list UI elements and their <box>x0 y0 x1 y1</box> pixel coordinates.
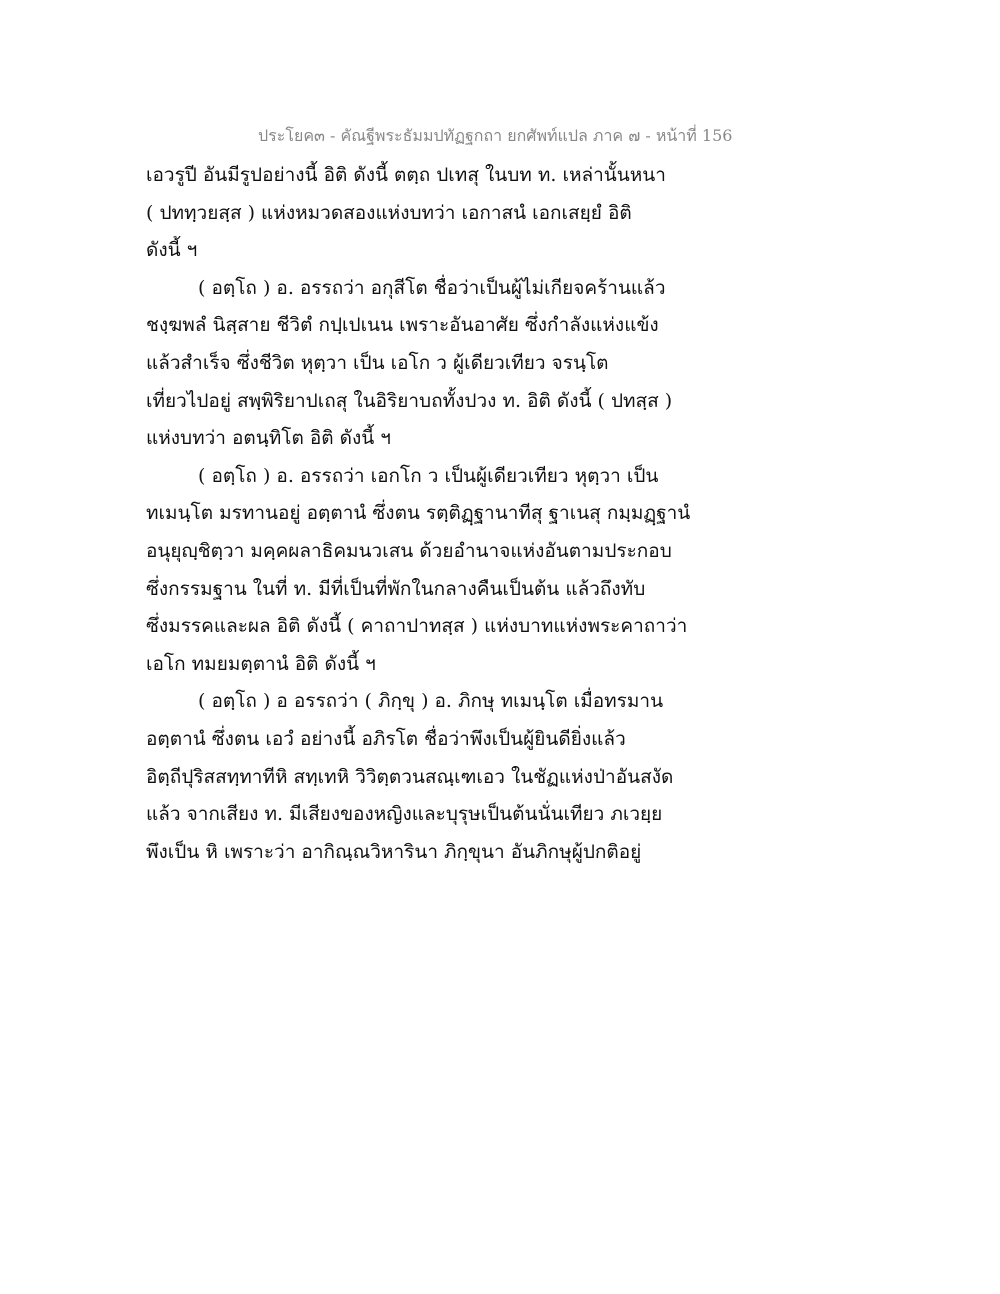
paragraph-start-line: ( อตฺโถ ) อ. อรรถว่า เอกโก ว เป็นผู้เดียวเทียว หุตฺวา เป็น <box>198 464 659 487</box>
paragraph-start-line: ( อตฺโถ ) อ. อรรถว่า อกุสีโต ชื่อว่าเป็นผู้ไม่เกียจคร้านแล้ว <box>198 276 666 299</box>
text-line: แล้ว จากเสียง ท. มีเสียงของหญิงและบุรุษเป็นต้นนั่นเทียว ภเวยฺย <box>146 803 663 826</box>
text-line: ทเมนฺโต มรทานอยู่ อตฺตานํ ซึ่งตน รตฺติฏฺฐานาทีสุ ฐาเนสุ กมฺมฏฺฐานํ <box>146 502 691 525</box>
text-line: เที่ยวไปอยู่ สพฺพิริยาปเถสุ ในอิริยาบถทั้งปวง ท. อิติ ดังนี้ ( ปทสฺส ) <box>146 389 673 412</box>
text-line: พึงเป็น หิ เพราะว่า อากิณฺณวิหารินา ภิกฺขุนา อันภิกษุผู้ปกติอยู่ <box>146 840 642 863</box>
text-line: ( ปททฺวยสฺส ) แห่งหมวดสองแห่งบทว่า เอกาสนํ เอกเสยฺยํ อิติ <box>146 201 632 224</box>
text-line: ดังนี้ ฯ <box>146 239 198 262</box>
text-line: อนุยุญฺชิตฺวา มคฺคผลาธิคมนวเสน ด้วยอำนาจแห่งอันตามประกอบ <box>146 539 672 562</box>
text-line: เอวรูปี อันมีรูปอย่างนี้ อิติ ดังนี้ ตตฺถ ปเทสุ ในบท ท. เหล่านั้นหนา <box>146 164 666 186</box>
text-line: ชงฺฆพลํ นิสฺสาย ชีวิตํ กปฺเปเนน เพราะอันอาศัย ซึ่งกำลังแห่งแข้ง <box>146 314 659 337</box>
text-line: ซึ่งมรรคและผล อิติ ดังนี้ ( คาถาปาทสฺส ) แห่งบาทแห่งพระคาถาว่า <box>146 615 688 638</box>
paragraph-start-line: ( อตฺโถ ) อ อรรถว่า ( ภิกฺขุ ) อ. ภิกษุ ทเมนฺโต เมื่อทรมาน <box>198 690 664 713</box>
text-line: แห่งบทว่า อตนฺทิโต อิติ ดังนี้ ฯ <box>146 427 391 450</box>
text-line: เอโก ทมยมตฺตานํ อิติ ดังนี้ ฯ <box>146 652 376 675</box>
text-line: แล้วสำเร็จ ซึ่งชีวิต หุตฺวา เป็น เอโก ว ผู้เดียวเทียว จรนฺโต <box>146 351 609 374</box>
page-header: ประโยค๓ - คัณฐีพระธัมมปทัฏฐกถา ยกศัพท์แปล ภาค ๗ - หน้าที่ 156 <box>258 126 733 145</box>
body-text <box>146 157 706 871</box>
text-line: ซึ่งกรรมฐาน ในที่ ท. มีที่เป็นที่พักในกลางคืนเป็นต้น แล้วถึงทับ <box>146 577 646 600</box>
text-line: อิตฺถีปุริสสทฺทาทีหิ สทฺเทหิ วิวิตฺตวนสณฺเฑเอว ในชัฏแห่งป่าอันสงัด <box>146 765 674 788</box>
text-line: อตฺตานํ ซึ่งตน เอวํ อย่างนี้ อภิรโต ชื่อว่าพึงเป็นผู้ยินดียิ่งแล้ว <box>146 727 626 750</box>
